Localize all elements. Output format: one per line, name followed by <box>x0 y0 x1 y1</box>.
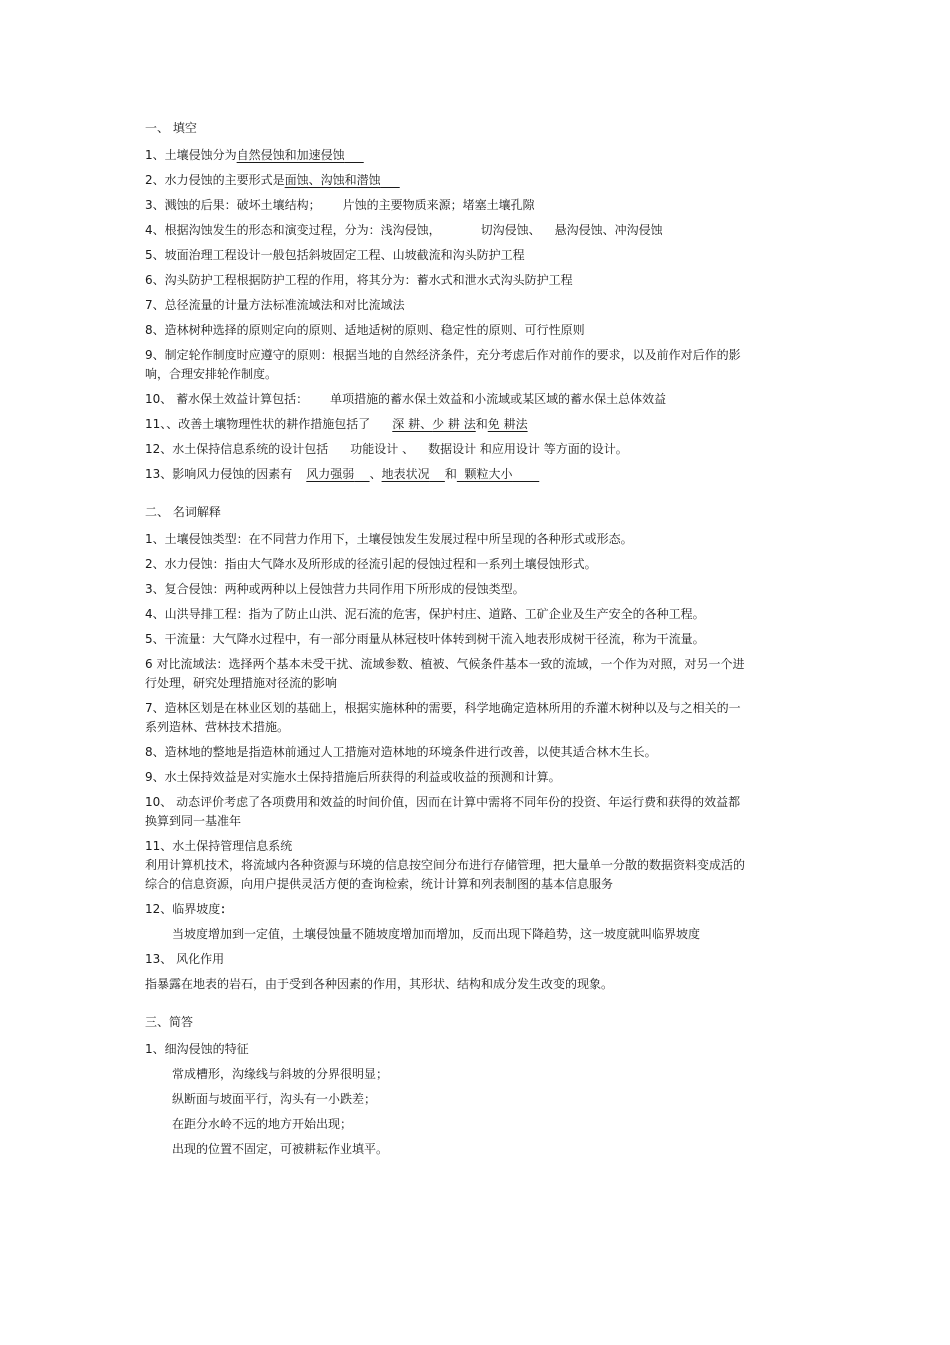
definition-item-5: 5、干流量：大气降水过程中，有一部分雨量从林冠枝叶体转到树干流入地表形成树干径流，称为干流量。 <box>145 632 705 646</box>
fill-item-text: 和 <box>444 467 457 481</box>
definition-item-6: 6 对比流域法：选择两个基本未受干扰、流域参数、植被、气候条件基本一致的流域，一个作为对照，对另一个进行处理，研究处理措施对径流的影响 <box>145 657 745 690</box>
fill-item-7: 7、总径流量的计量方法标准流域法和对比流域法 <box>145 298 405 312</box>
fill-item-text: 悬沟侵蚀、冲沟侵蚀 <box>554 223 663 237</box>
fill-item-5: 5、坡面治理工程设计一般包括斜坡固定工程、山坡截流和沟头防护工程 <box>145 248 525 262</box>
fill-item-12 <box>145 440 745 459</box>
definition-item-2: 2、水力侵蚀：指由大气降水及所形成的径流引起的侵蚀过程和一系列土壤侵蚀形式。 <box>145 557 597 571</box>
fill-item-text: 片蚀的主要物质来源；堵塞土壤孔隙 <box>342 198 535 212</box>
section-title-definitions: 二、 名词解释 <box>145 505 221 519</box>
fill-answer: 颗粒大小 <box>464 467 513 481</box>
fill-item-text: 1、土壤侵蚀分为 <box>145 148 237 162</box>
fill-answer: 自然侵蚀和加速侵蚀 <box>236 148 345 162</box>
fill-item-9: 9、制定轮作制度时应遵守的原则：根据当地的自然经济条件，充分考虑后作对前作的要求，以及前作对后作的影响，合理安排轮作制度。 <box>145 348 741 381</box>
document-content <box>145 118 745 1165</box>
fill-answer: 深 耕、 <box>392 417 433 431</box>
fill-item-11 <box>145 415 745 434</box>
blank-underline <box>430 467 445 481</box>
section-title-fill-blank: 一、 填空 <box>145 121 197 135</box>
short-answer-point: 出现的位置不固定，可被耕耘作业填平。 <box>172 1142 389 1156</box>
fill-item-3 <box>145 196 745 215</box>
fill-item-text: 单项措施的蓄水保土效益和小流域或某区域的蓄水保土总体效益 <box>330 392 667 406</box>
fill-item-text: 切沟侵蚀、 <box>480 223 541 237</box>
fill-answer: 地表状况 <box>381 467 430 481</box>
short-answer-point: 在距分水岭不远的地方开始出现； <box>172 1117 353 1131</box>
fill-item-10 <box>145 390 745 409</box>
definition-item-12-body: 当坡度增加到一定值，土壤侵蚀量不随坡度增加而增加，反而出现下降趋势，这一坡度就叫临界坡度 <box>172 927 701 941</box>
fill-item-text: 、 <box>369 467 382 481</box>
fill-item-text: 13、影响风力侵蚀的因素有 <box>145 467 293 481</box>
blank-underline <box>354 467 369 481</box>
fill-answer: 面蚀、沟蚀和潜蚀 <box>284 173 381 187</box>
definition-item-4: 4、山洪导排工程：指为了防止山洪、泥石流的危害，保护村庄、道路、工矿企业及生产安全的各种工程。 <box>145 607 705 621</box>
section-title-short-answer: 三、简答 <box>145 1015 194 1029</box>
definition-item-12-title <box>145 900 745 919</box>
fill-item-4 <box>145 221 745 240</box>
short-answer-point: 纵断面与坡面平行，沟头有一小跌差； <box>172 1092 377 1106</box>
fill-item-text: 3、溅蚀的后果：破坏土壤结构； <box>145 198 321 212</box>
fill-answer: 风力强弱 <box>306 467 355 481</box>
fill-answer: 免 耕法 <box>487 417 528 431</box>
fill-item-text: 10、 蓄水保土效益计算包括： <box>145 392 309 406</box>
fill-item-2 <box>145 171 745 190</box>
fill-item-text: 4、根据沟蚀发生的形态和演变过程，分为：浅沟侵蚀， <box>145 223 441 237</box>
definition-item-3: 3、复合侵蚀：两种或两种以上侵蚀营力共同作用下所形成的侵蚀类型。 <box>145 582 525 596</box>
fill-item-text: 11、、改善土壤物理性状的耕作措施包括了 <box>145 417 371 431</box>
fill-item-text: 12、水土保持信息系统的设计包括 <box>145 442 329 456</box>
fill-item-8: 8、造林树种选择的原则定向的原则、适地适树的原则、稳定性的原则、可行性原则 <box>145 323 585 337</box>
definition-colon: ： <box>220 902 233 916</box>
fill-item-text: 和 <box>475 417 488 431</box>
fill-answer: 少 耕 法 <box>432 417 476 431</box>
definition-item-1: 1、土壤侵蚀类型：在不同营力作用下，土壤侵蚀发生发展过程中所呈现的各种形式或形态。 <box>145 532 633 546</box>
blank-underline <box>381 173 400 187</box>
definition-item-9: 9、水土保持效益是对实施水土保持措施后所获得的利益或收益的预测和计算。 <box>145 770 561 784</box>
definition-item-13-title: 13、 风化作用 <box>145 952 225 966</box>
definition-item-13-body: 指暴露在地表的岩石，由于受到各种因素的作用，其形状、结构和成分发生改变的现象。 <box>145 977 614 991</box>
definition-term: 12、临界坡度 <box>145 902 221 916</box>
definition-item-11-title: 11、水土保持管理信息系统 <box>145 839 293 853</box>
definition-item-10: 10、 动态评价考虑了各项费用和效益的时间价值，因而在计算中需将不同年份的投资、年运行费和获得的效益都换算到同一基准年 <box>145 795 741 828</box>
short-answer-1-title: 1、细沟侵蚀的特征 <box>145 1042 249 1056</box>
blank-underline <box>457 467 465 481</box>
fill-item-1 <box>145 146 745 165</box>
blank-underline <box>345 148 364 162</box>
blank-underline <box>513 467 540 481</box>
fill-item-13 <box>145 465 745 484</box>
definition-item-7: 7、造林区划是在林业区划的基础上，根据实施林种的需要，科学地确定造林所用的乔灌木树种以及与之相关的一系列造林、营林技术措施。 <box>145 701 741 734</box>
short-answer-point: 常成槽形，沟缘线与斜坡的分界很明显； <box>172 1067 389 1081</box>
fill-item-6: 6、沟头防护工程根据防护工程的作用，将其分为：蓄水式和泄水式沟头防护工程 <box>145 273 573 287</box>
definition-item-11-body: 利用计算机技术，将流域内各种资源与环境的信息按空间分布进行存储管理，把大量单一分散的数据资料变成活的综合的信息资源，向用户提供灵活方便的查询检索，统计计算和列表制图的基本信息服务 <box>145 858 746 891</box>
fill-item-text: 功能设计 、 <box>350 442 415 456</box>
definition-item-8: 8、造林地的整地是指造林前通过人工措施对造林地的环境条件进行改善，以使其适合林木生长。 <box>145 745 657 759</box>
fill-item-text: 2、水力侵蚀的主要形式是 <box>145 173 285 187</box>
fill-item-text: 数据设计 和应用设计 等方面的设计。 <box>428 442 628 456</box>
